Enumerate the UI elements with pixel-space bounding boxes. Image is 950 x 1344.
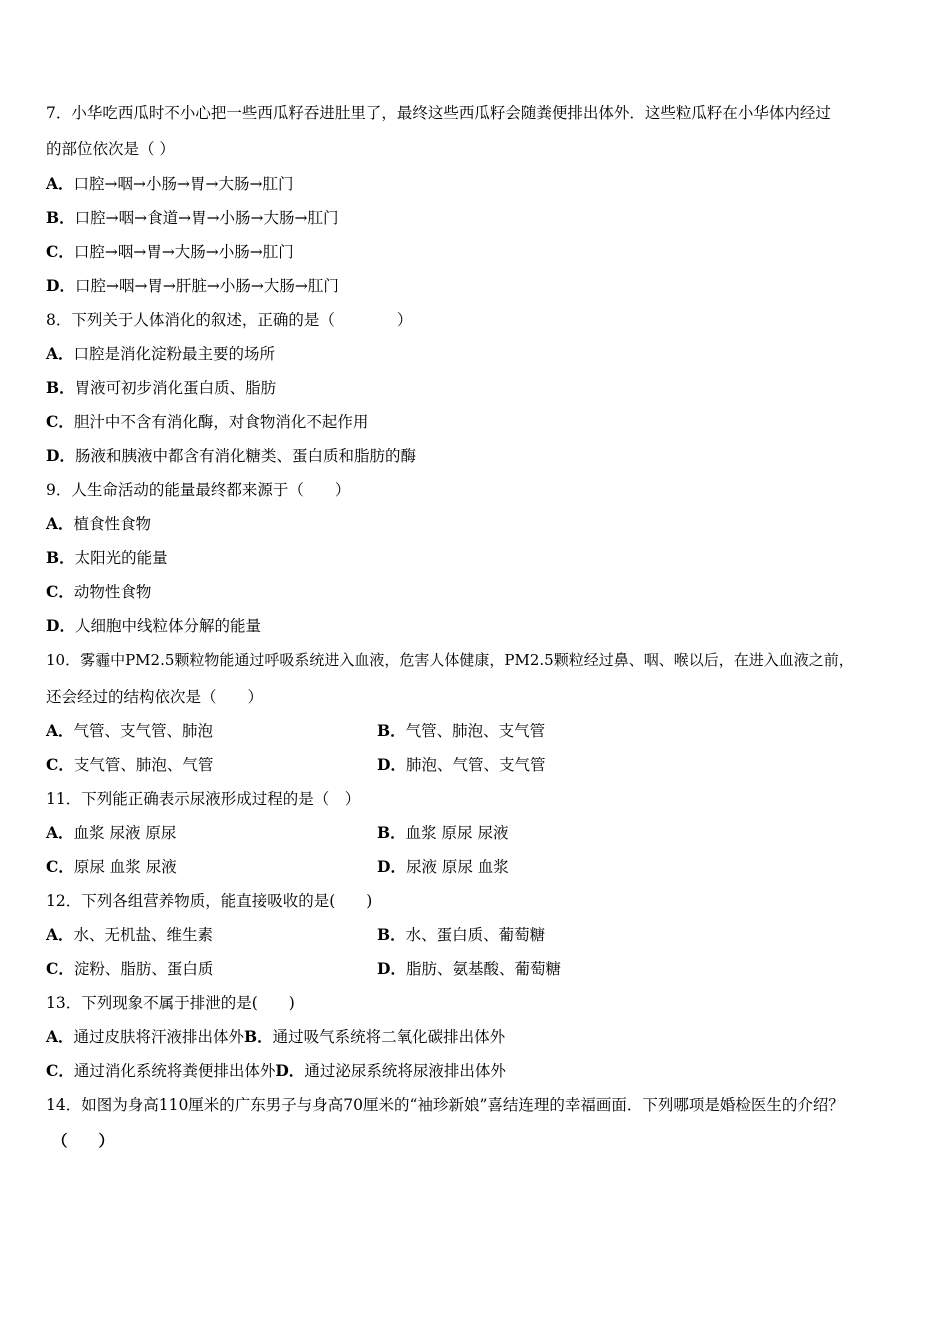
option-letter: D． <box>46 446 75 465</box>
q10-stem-line1: 10．雾霾中PM2.5颗粒物能通过呼吸系统进入血液，危害人体健康，PM2.5颗粒经过鼻、咽、喉以后，在进入血液之前， <box>46 651 854 669</box>
option-letter: D． <box>275 1061 305 1080</box>
q11-option-a[interactable] <box>46 823 176 843</box>
option-text: 口腔是消化淀粉最主要的场所 <box>73 345 276 363</box>
q12-option-c[interactable] <box>46 959 213 979</box>
option-letter: D． <box>377 857 406 876</box>
option-text: 原尿 血浆 尿液 <box>73 858 177 876</box>
option-letter: B． <box>46 548 75 567</box>
q7-option-d[interactable] <box>46 276 339 296</box>
option-text: 脂肪、氨基酸、葡萄糖 <box>405 960 561 978</box>
option-text: 植食性食物 <box>73 515 152 533</box>
option-text: 支气管、肺泡、气管 <box>73 756 214 774</box>
option-text: 动物性食物 <box>73 583 152 601</box>
option-text: 口腔→咽→食道→胃→小肠→大肠→肛门 <box>74 209 339 227</box>
q12-stem: 12．下列各组营养物质，能直接吸收的是( ) <box>46 892 373 910</box>
q7-stem-line1: 7．小华吃西瓜时不小心把一些西瓜籽吞进肚里了，最终这些西瓜籽会随粪便排出体外．这些粒瓜籽在小华体内经过 <box>46 104 831 122</box>
q13-stem: 13．下列现象不属于排泄的是( ) <box>46 994 295 1012</box>
q13-option-c[interactable] <box>46 1062 275 1080</box>
option-letter: B． <box>377 721 406 740</box>
option-letter: A． <box>46 721 74 740</box>
option-text: 尿液 原尿 血浆 <box>405 858 509 876</box>
option-text: 水、无机盐、维生素 <box>73 926 214 944</box>
option-text: 肠液和胰液中都含有消化糖类、蛋白质和脂肪的酶 <box>74 447 416 465</box>
option-letter: C． <box>46 1061 74 1080</box>
option-letter: B． <box>377 925 406 944</box>
option-letter: A． <box>46 514 74 533</box>
option-text: 气管、支气管、肺泡 <box>73 722 214 740</box>
q14-stem-line2: （ ） <box>52 1131 115 1150</box>
q10-stem-line2: 还会经过的结构依次是（ ） <box>46 688 264 706</box>
option-letter: D． <box>46 616 75 635</box>
option-letter: D． <box>377 959 406 978</box>
option-letter: A． <box>46 1027 74 1046</box>
q11-stem: 11．下列能正确表示尿液形成过程的是（ ） <box>46 790 361 808</box>
q9-option-b[interactable] <box>46 548 168 568</box>
option-text: 人细胞中线粒体分解的能量 <box>74 617 261 635</box>
option-letter: C． <box>46 242 74 261</box>
q13-option-b[interactable] <box>244 1028 505 1046</box>
option-text: 水、蛋白质、葡萄糖 <box>405 926 546 944</box>
q11-option-c[interactable] <box>46 857 177 877</box>
q9-stem: 9．人生命活动的能量最终都来源于（ ） <box>46 481 351 499</box>
q12-option-b[interactable] <box>377 925 545 945</box>
option-text: 口腔→咽→小肠→胃→大肠→肛门 <box>73 175 294 193</box>
q13-options-row2 <box>46 1061 506 1081</box>
option-text: 淀粉、脂肪、蛋白质 <box>73 960 214 978</box>
option-letter: C． <box>46 582 74 601</box>
option-letter: B． <box>244 1027 273 1046</box>
option-text: 太阳光的能量 <box>74 549 168 567</box>
q10-option-c[interactable] <box>46 755 213 775</box>
q13-option-d[interactable] <box>275 1062 505 1080</box>
option-text: 通过泌尿系统将尿液排出体外 <box>304 1062 506 1080</box>
option-text: 血浆 原尿 尿液 <box>405 824 509 842</box>
q8-option-b[interactable] <box>46 378 276 398</box>
q12-option-d[interactable] <box>377 959 561 979</box>
q8-option-a[interactable] <box>46 344 275 364</box>
option-text: 血浆 尿液 原尿 <box>73 824 177 842</box>
q8-option-d[interactable] <box>46 446 416 466</box>
option-text: 通过皮肤将汗液排出体外 <box>73 1028 245 1046</box>
q8-option-c[interactable] <box>46 412 368 432</box>
option-text: 通过吸气系统将二氧化碳排出体外 <box>272 1028 506 1046</box>
q10-option-d[interactable] <box>377 755 545 775</box>
q7-stem-line2: 的部位依次是（ ） <box>46 140 175 158</box>
option-letter: B． <box>46 208 75 227</box>
q7-option-a[interactable] <box>46 174 293 194</box>
q11-option-b[interactable] <box>377 823 508 843</box>
option-text: 胃液可初步消化蛋白质、脂肪 <box>74 379 277 397</box>
q7-option-c[interactable] <box>46 242 294 262</box>
option-text: 胆汁中不含有消化酶，对食物消化不起作用 <box>73 413 369 431</box>
q9-option-a[interactable] <box>46 514 151 534</box>
q9-option-c[interactable] <box>46 582 151 602</box>
option-letter: C． <box>46 857 74 876</box>
q8-stem: 8．下列关于人体消化的叙述，正确的是（ ） <box>46 311 413 329</box>
option-text: 口腔→咽→胃→大肠→小肠→肛门 <box>73 243 294 261</box>
q12-option-a[interactable] <box>46 925 213 945</box>
q10-option-a[interactable] <box>46 721 213 741</box>
q13-option-a[interactable] <box>46 1028 244 1046</box>
q13-options-row1 <box>46 1027 505 1047</box>
option-letter: D． <box>46 276 75 295</box>
option-letter: C． <box>46 959 74 978</box>
option-letter: A． <box>46 925 74 944</box>
q7-option-b[interactable] <box>46 208 339 228</box>
option-letter: C． <box>46 412 74 431</box>
option-letter: A． <box>46 823 74 842</box>
option-letter: A． <box>46 174 74 193</box>
q14-stem-line1: 14．如图为身高110厘米的广东男子与身高70厘米的“袖珍新娘”喜结连理的幸福画面．下列哪项是婚检医生的介绍？ <box>46 1096 844 1114</box>
q11-option-d[interactable] <box>377 857 509 877</box>
option-letter: D． <box>377 755 406 774</box>
option-text: 口腔→咽→胃→肝脏→小肠→大肠→肛门 <box>74 277 339 295</box>
q10-option-b[interactable] <box>377 721 545 741</box>
option-letter: A． <box>46 344 74 363</box>
option-letter: B． <box>377 823 406 842</box>
option-text: 气管、肺泡、支气管 <box>405 722 546 740</box>
option-text: 通过消化系统将粪便排出体外 <box>73 1062 276 1080</box>
option-letter: B． <box>46 378 75 397</box>
q9-option-d[interactable] <box>46 616 261 636</box>
option-letter: C． <box>46 755 74 774</box>
option-text: 肺泡、气管、支气管 <box>405 756 546 774</box>
